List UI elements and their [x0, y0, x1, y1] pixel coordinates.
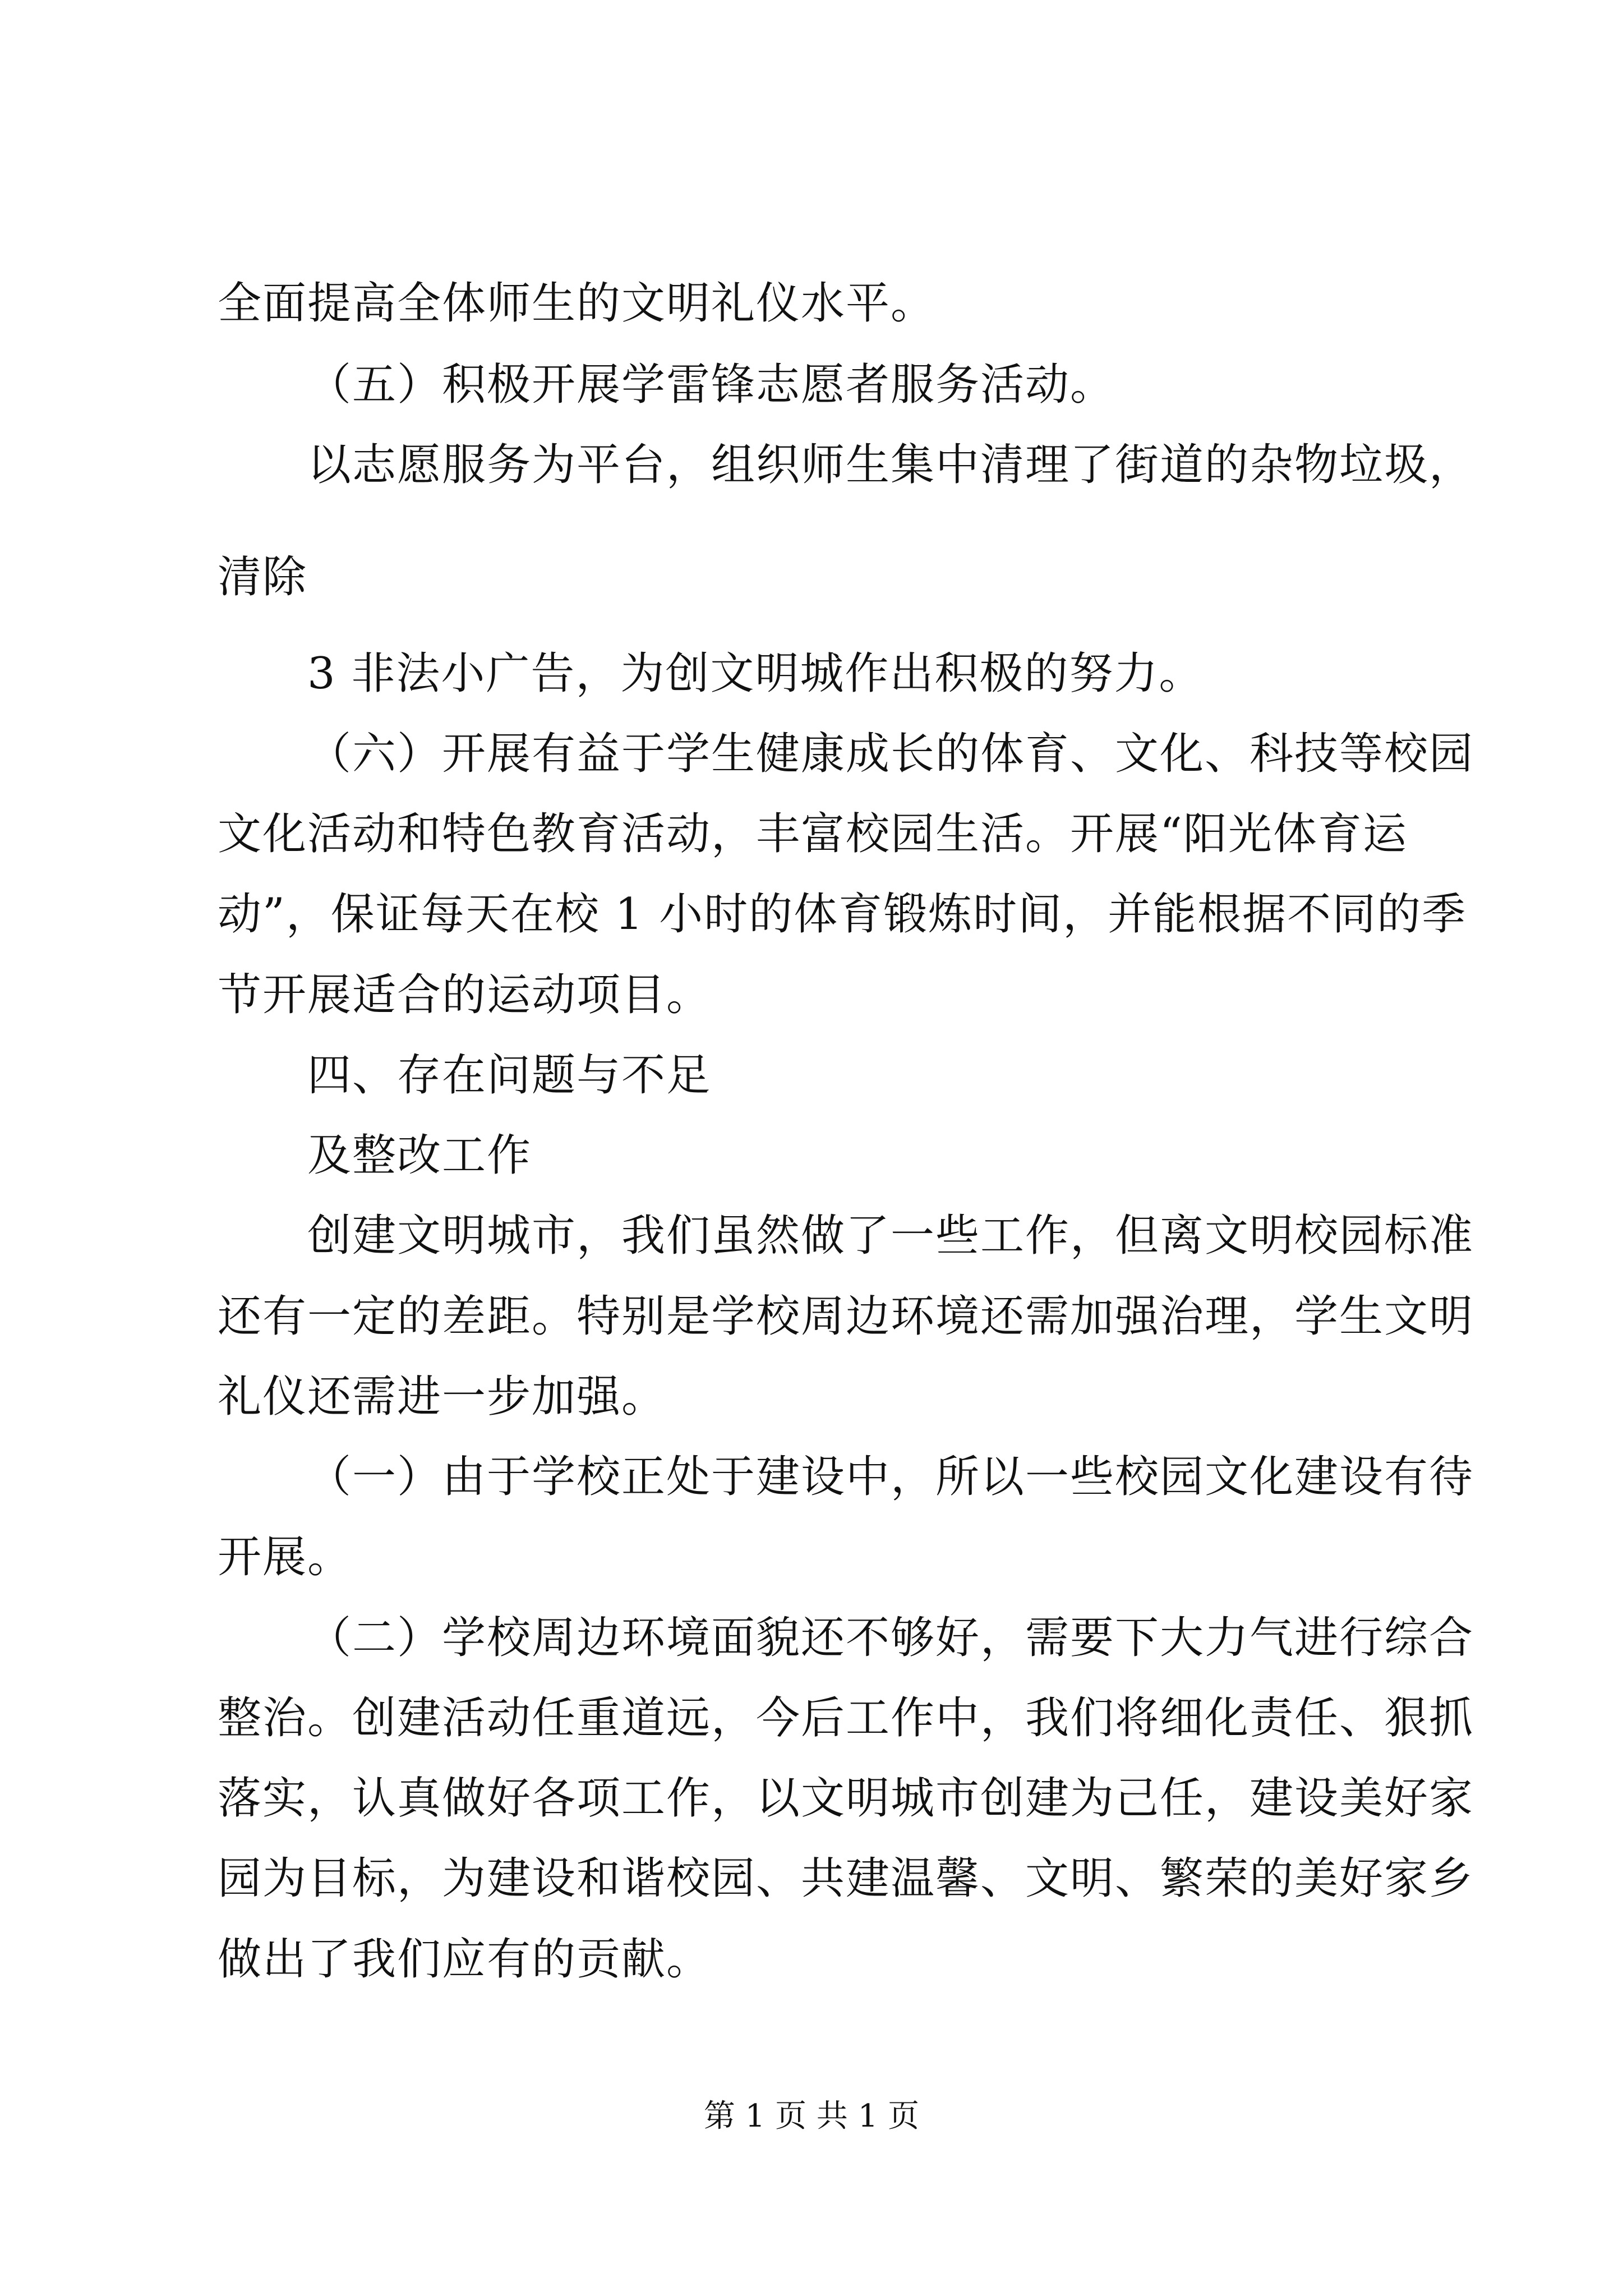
- body-line-16: 开展。: [218, 1532, 353, 1582]
- body-line-13: 还有一定的差距。特别是学校周边环境还需加强治理，学生文明: [218, 1291, 1474, 1342]
- body-line-7: 文化活动和特色教育活动，丰富校园生活。开展“阳光体育运: [218, 809, 1408, 859]
- body-line-4: 清除: [218, 552, 308, 602]
- chapter-heading-4: 四、存在问题与不足: [307, 1050, 712, 1101]
- body-line-18: 整治。创建活动任重道远，今后工作中，我们将细化责任、狠抓: [218, 1693, 1474, 1743]
- body-line-19: 落实，认真做好各项工作，以文明城市创建为己任，建设美好家: [218, 1773, 1474, 1824]
- body-line-3: 以志愿服务为平台，组织师生集中清理了街道的杂物垃圾，: [307, 440, 1474, 490]
- section-heading-5: （五）积极开展学雷锋志愿者服务活动。: [307, 360, 1115, 410]
- body-line-1: 全面提高全体师生的文明礼仪水平。: [218, 278, 936, 329]
- body-line-9: 节开展适合的运动项目。: [218, 970, 712, 1020]
- body-line-5: 3 非法小广告，为创文明城作出积极的努力。: [307, 648, 1204, 699]
- body-line-12: 创建文明城市，我们虽然做了一些工作，但离文明校园标准: [307, 1211, 1474, 1261]
- body-line-21: 做出了我们应有的贡献。: [218, 1934, 712, 1985]
- issue-item-1: （一）由于学校正处于建设中，所以一些校园文化建设有待: [307, 1452, 1474, 1502]
- body-line-20: 园为目标，为建设和谐校园、共建温馨、文明、繁荣的美好家乡: [218, 1853, 1474, 1904]
- issue-item-2: （二）学校周边环境面貌还不够好，需要下大力气进行综合: [307, 1613, 1474, 1663]
- chapter-heading-4-continued: 及整改工作: [307, 1130, 532, 1181]
- body-line-14: 礼仪还需进一步加强。: [218, 1372, 667, 1422]
- section-heading-6: （六）开展有益于学生健康成长的体育、文化、科技等校园: [307, 729, 1474, 779]
- page-footer: 第 1 页 共 1 页: [703, 2098, 920, 2134]
- body-line-8: 动”，保证每天在校 1 小时的体育锻炼时间，并能根据不同的季: [218, 889, 1467, 940]
